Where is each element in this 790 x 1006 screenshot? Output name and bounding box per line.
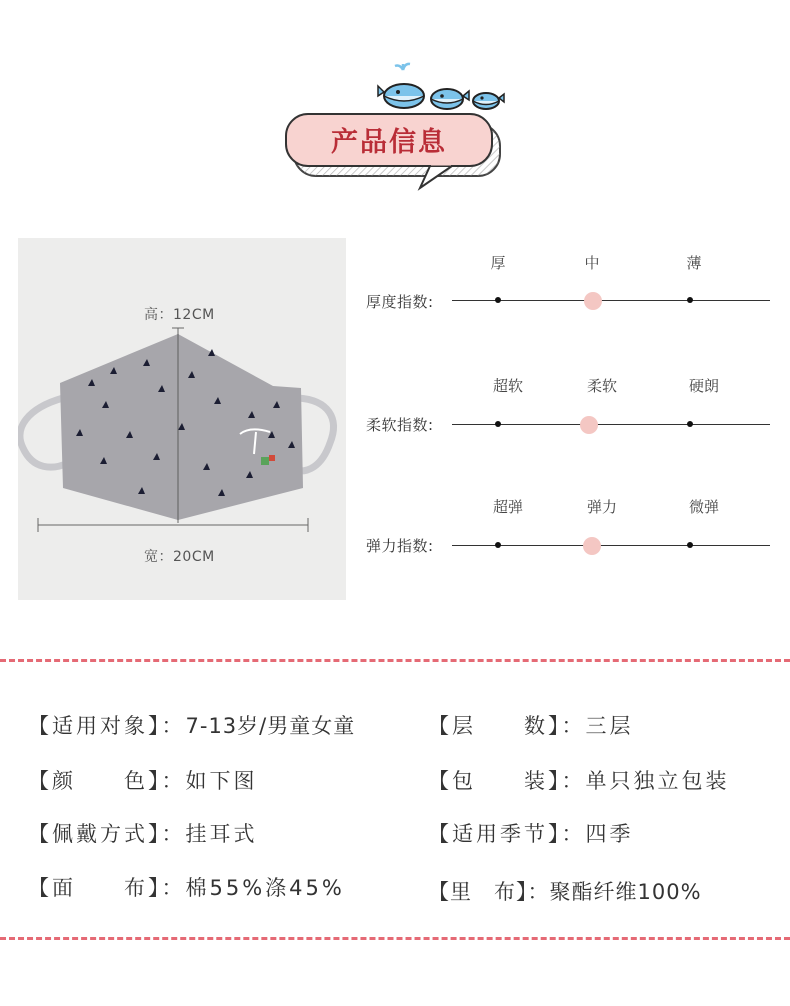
spec-key: 【适用对象】： [28,714,186,738]
scale-dot [687,297,693,303]
spec-value: 如下图 [185,769,258,793]
scale-dot [495,297,501,303]
scale-label: 厚度指数: [366,293,434,311]
spec-value: 四季 [585,822,634,846]
spec-key: 【面 布】： [28,876,186,900]
dashed-divider-bottom [0,937,790,940]
whale-icon [431,89,469,109]
scale-selected-marker [583,537,601,555]
spec-color [28,765,258,795]
scale-option: 弹力 [586,498,617,516]
spec-package [428,765,730,795]
spec-value: 棉55%涤45% [185,876,345,900]
scale-label: 柔软指数: [366,416,434,434]
height-label: 高：12CM [144,307,215,323]
scale-option: 柔软 [586,377,617,395]
whale-icon [473,93,504,109]
product-photo [18,238,346,600]
spec-value: 聚酯纤维100% [549,880,702,904]
scale-option: 超弹 [492,498,523,516]
spec-usage [28,710,355,740]
scale-label: 弹力指数: [366,537,434,555]
spec-key: 【适用季节】： [428,822,586,846]
scale-option: 中 [584,254,600,272]
scale-option: 超软 [492,377,523,395]
spec-key: 【颜 色】： [28,769,186,793]
spec-key: 【里 布】： [428,880,550,904]
spec-season [428,818,634,848]
spec-value: 挂耳式 [185,822,258,846]
title-banner [280,62,510,194]
whale-icon [378,64,424,108]
scale-selected-marker [584,292,602,310]
scale-dot [687,542,693,548]
scale-option: 厚 [490,254,506,272]
scale-dot [495,542,501,548]
spec-lining [428,876,702,906]
spec-key: 【层 数】： [428,714,586,738]
spec-value: 7-13岁/男童女童 [185,714,356,738]
scale-selected-marker [580,416,598,434]
scale-dot [687,421,693,427]
spec-value: 单只独立包装 [585,769,730,793]
spec-key: 【包 装】： [428,769,586,793]
dashed-divider-top [0,659,790,662]
spec-layers [428,710,634,740]
scale-dot [495,421,501,427]
spec-value: 三层 [585,714,634,738]
page-title: 产品信息 [331,127,447,158]
scale-option: 微弹 [688,498,719,516]
spec-fabric [28,872,345,902]
spec-key: 【佩戴方式】： [28,822,186,846]
spec-wear [28,818,258,848]
scale-option: 硬朗 [688,377,719,395]
width-label: 宽：20CM [144,549,215,565]
scale-option: 薄 [686,254,702,272]
